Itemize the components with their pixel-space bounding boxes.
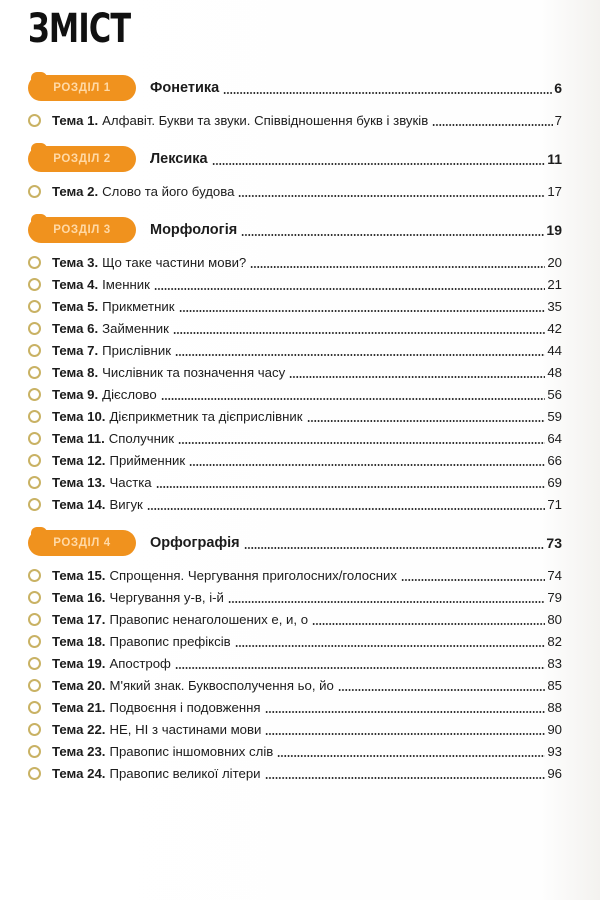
topic-row [28, 630, 562, 652]
circle-bullet-icon [28, 476, 41, 489]
dotted-leader [241, 234, 544, 236]
topic-page-number: 74 [547, 567, 562, 583]
section-header-row [28, 145, 562, 172]
dotted-leader [179, 310, 546, 312]
topic-row [28, 652, 562, 674]
topic-page-number: 66 [547, 452, 562, 468]
topic-page-number: 20 [547, 254, 562, 270]
section-header-row [28, 216, 562, 243]
topic-text: Іменник [102, 276, 150, 292]
circle-bullet-icon [28, 185, 41, 198]
dotted-leader [338, 689, 545, 691]
topic-row [28, 405, 562, 427]
section-title: Морфологія [150, 221, 238, 238]
topic-label: Тема 6. [52, 320, 99, 336]
circle-bullet-icon [28, 322, 41, 335]
chapter-badge-label: РОЗДІЛ 2 [53, 152, 111, 165]
topic-text: НЕ, НІ з частинами мови [109, 721, 262, 737]
topic-page-number: 44 [547, 342, 562, 358]
topic-label: Тема 4. [52, 276, 99, 292]
circle-bullet-icon [28, 701, 41, 714]
dotted-leader [189, 464, 545, 466]
dotted-leader [312, 623, 545, 625]
topic-page-number: 83 [547, 655, 562, 671]
topic-text: Дієслово [102, 386, 157, 402]
topic-text: Сполучник [108, 430, 175, 446]
topic-label: Тема 11. [52, 430, 105, 446]
topic-row [28, 361, 562, 383]
circle-bullet-icon [28, 591, 41, 604]
topic-text: Апостроф [109, 655, 171, 671]
topic-text: Спрощення. Чергування приголосних/голосних [109, 567, 397, 583]
topic-row [28, 674, 562, 696]
section-title: Орфографія [150, 534, 240, 551]
topic-text: Правопис великої літери [109, 765, 261, 781]
topic-text: Прислівник [102, 342, 171, 358]
circle-bullet-icon [28, 410, 41, 423]
section-page-number: 73 [546, 534, 562, 551]
topic-page-number: 88 [547, 699, 562, 715]
topic-label: Тема 15. [52, 567, 106, 583]
circle-bullet-icon [28, 256, 41, 269]
topic-page-number: 56 [547, 386, 562, 402]
topic-row [28, 608, 562, 630]
dotted-leader [175, 667, 545, 669]
topic-page-number: 79 [547, 589, 562, 605]
chapter-badge [28, 217, 136, 243]
circle-bullet-icon [28, 114, 41, 127]
topic-label: Тема 23. [52, 743, 106, 759]
topic-page-number: 7 [554, 112, 562, 128]
chapter-badge [28, 146, 136, 172]
topic-label: Тема 9. [52, 386, 99, 402]
topic-row [28, 586, 562, 608]
topic-text: Займенник [102, 320, 169, 336]
topic-row [28, 493, 562, 515]
topic-label: Тема 17. [52, 611, 106, 627]
topic-label: Тема 21. [52, 699, 106, 715]
topic-row [28, 564, 562, 586]
topic-text: Правопис ненаголошених е, и, о [109, 611, 309, 627]
dotted-leader [401, 579, 545, 581]
topic-label: Тема 22. [52, 721, 106, 737]
circle-bullet-icon [28, 635, 41, 648]
topic-page-number: 42 [547, 320, 562, 336]
topic-row [28, 427, 562, 449]
topic-row [28, 251, 562, 273]
dotted-leader [265, 777, 546, 779]
topic-text: Правопис префіксів [109, 633, 231, 649]
topic-text: Алфавіт. Букви та звуки. Співвідношення букв і звуків [102, 112, 429, 128]
topic-text: Чергування у-в, і-й [109, 589, 224, 605]
dotted-leader [250, 266, 545, 268]
topic-label: Тема 3. [52, 254, 99, 270]
dotted-leader [289, 376, 545, 378]
topic-page-number: 71 [547, 496, 562, 512]
topic-page-number: 59 [547, 408, 562, 424]
topic-label: Тема 10. [52, 408, 106, 424]
page-title: ЗМІСТ [28, 6, 131, 52]
section-page-number: 6 [554, 79, 562, 96]
circle-bullet-icon [28, 723, 41, 736]
topic-page-number: 48 [547, 364, 562, 380]
section-title: Фонетика [150, 79, 220, 96]
dotted-leader [212, 163, 546, 165]
circle-bullet-icon [28, 613, 41, 626]
topic-text: Частка [109, 474, 152, 490]
topic-text: Правопис іншомовних слів [109, 743, 274, 759]
toc-section [28, 145, 562, 202]
circle-bullet-icon [28, 745, 41, 758]
dotted-leader [173, 332, 545, 334]
section-title: Лексика [150, 150, 208, 167]
topic-text: М'який знак. Буквосполучення ьо, йо [109, 677, 334, 693]
section-page-number: 19 [546, 221, 562, 238]
topic-row [28, 740, 562, 762]
topic-row [28, 295, 562, 317]
topic-label: Тема 1. [52, 112, 99, 128]
topic-page-number: 69 [547, 474, 562, 490]
topic-label: Тема 8. [52, 364, 99, 380]
topic-page-number: 21 [547, 276, 562, 292]
dotted-leader [178, 442, 545, 444]
topic-row [28, 449, 562, 471]
toc-section [28, 216, 562, 515]
dotted-leader [161, 398, 546, 400]
topic-row [28, 696, 562, 718]
topic-page-number: 17 [547, 183, 562, 199]
topic-text: Подвоєння і подовження [109, 699, 261, 715]
topic-row [28, 317, 562, 339]
circle-bullet-icon [28, 432, 41, 445]
section-header-row [28, 74, 562, 101]
topic-page-number: 85 [547, 677, 562, 693]
dotted-leader [154, 288, 545, 290]
topic-text: Вигук [109, 496, 143, 512]
topic-label: Тема 2. [52, 183, 99, 199]
topic-label: Тема 19. [52, 655, 106, 671]
topic-page-number: 80 [547, 611, 562, 627]
circle-bullet-icon [28, 657, 41, 670]
dotted-leader [432, 124, 552, 126]
topic-text: Що таке частини мови? [102, 254, 247, 270]
chapter-badge-label: РОЗДІЛ 3 [53, 223, 111, 236]
topic-page-number: 35 [547, 298, 562, 314]
circle-bullet-icon [28, 569, 41, 582]
topic-row [28, 339, 562, 361]
dotted-leader [238, 195, 545, 197]
circle-bullet-icon [28, 679, 41, 692]
topic-label: Тема 16. [52, 589, 106, 605]
topic-page-number: 64 [547, 430, 562, 446]
toc-section [28, 74, 562, 131]
topic-row [28, 762, 562, 784]
dotted-leader [156, 486, 546, 488]
section-header-row [28, 529, 562, 556]
dotted-leader [277, 755, 545, 757]
circle-bullet-icon [28, 388, 41, 401]
chapter-badge [28, 530, 136, 556]
dotted-leader [175, 354, 545, 356]
topic-text: Дієприкметник та дієприслівник [109, 408, 303, 424]
topic-label: Тема 14. [52, 496, 106, 512]
circle-bullet-icon [28, 344, 41, 357]
dotted-leader [228, 601, 545, 603]
topic-label: Тема 13. [52, 474, 106, 490]
topic-page-number: 93 [547, 743, 562, 759]
topic-row [28, 180, 562, 202]
topic-row [28, 273, 562, 295]
topic-label: Тема 5. [52, 298, 99, 314]
topic-page-number: 82 [547, 633, 562, 649]
topic-text: Слово та його будова [102, 183, 235, 199]
topic-label: Тема 12. [52, 452, 106, 468]
topic-row [28, 471, 562, 493]
dotted-leader [244, 547, 545, 549]
topic-page-number: 90 [547, 721, 562, 737]
topic-row [28, 718, 562, 740]
table-of-contents [28, 74, 562, 784]
section-page-number: 11 [547, 150, 562, 167]
dotted-leader [235, 645, 546, 647]
circle-bullet-icon [28, 300, 41, 313]
topic-row [28, 109, 562, 131]
circle-bullet-icon [28, 366, 41, 379]
topic-text: Прикметник [102, 298, 175, 314]
dotted-leader [307, 420, 546, 422]
dotted-leader [265, 733, 545, 735]
topic-label: Тема 7. [52, 342, 99, 358]
topic-label: Тема 18. [52, 633, 106, 649]
topic-label: Тема 24. [52, 765, 106, 781]
dotted-leader [223, 92, 552, 94]
toc-section [28, 529, 562, 784]
dotted-leader [265, 711, 546, 713]
circle-bullet-icon [28, 767, 41, 780]
topic-text: Числівник та позначення часу [102, 364, 286, 380]
topic-label: Тема 20. [52, 677, 106, 693]
chapter-badge [28, 75, 136, 101]
dotted-leader [147, 508, 546, 510]
circle-bullet-icon [28, 454, 41, 467]
topic-text: Прийменник [109, 452, 186, 468]
chapter-badge-label: РОЗДІЛ 1 [53, 81, 111, 94]
chapter-badge-label: РОЗДІЛ 4 [53, 536, 111, 549]
circle-bullet-icon [28, 278, 41, 291]
circle-bullet-icon [28, 498, 41, 511]
topic-row [28, 383, 562, 405]
topic-page-number: 96 [547, 765, 562, 781]
